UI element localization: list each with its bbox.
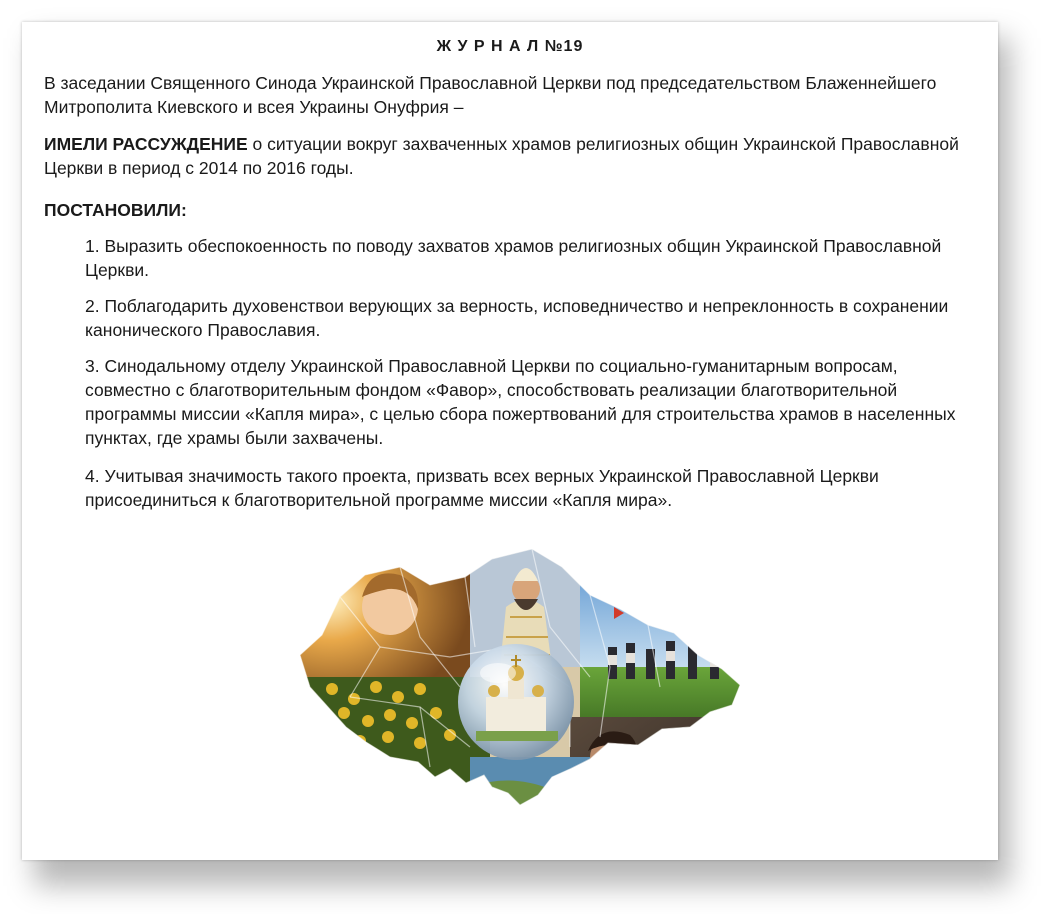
resolution-item: 4. Учитывая значимость такого проекта, призвать всех верных Украинской Православной Церкви присоединиться к благотворительной программе миссии «Капля мира». — [85, 466, 879, 510]
document-page — [22, 22, 998, 860]
ukraine-map-collage-icon — [270, 537, 750, 837]
resolved-heading: ПОСТАНОВИЛИ: — [44, 200, 187, 220]
discussion-paragraph — [44, 132, 974, 180]
discussion-label: ИМЕЛИ РАССУЖДЕНИЕ — [44, 134, 248, 154]
resolution-item: 2. Поблагодарить духовенствои верующих за верность, исповедничество и непреклонность в сохранении канонического Православия. — [85, 296, 949, 340]
resolution-item: 3. Синодальному отделу Украинской Православной Церкви по социально-гуманитарным вопросам, совместно с благотворительным фондом «Фавор», способствовать реализации благотворительной программы миссии «Капля мира», с целью сбора пожертвований для строительства храмов в населенных пунктах, где храмы были захвачены. — [85, 356, 956, 448]
resolution-item: 1. Выразить обеспокоенность по поводу захватов храмов религиозных общин Украинской Православной Церкви. — [85, 236, 942, 280]
discussion-text: о ситуации вокруг захваченных храмов религиозных общин Украинской Православной Церкви в период с 2014 по 2016 годы. — [44, 134, 959, 178]
intro-paragraph: В заседании Священного Синода Украинской Православной Церкви под председательством Блаженнейшего Митрополита Киевского и всея Украины Онуфрия – — [44, 73, 937, 117]
document-title: Ж У Р Н А Л №19 — [436, 38, 584, 55]
